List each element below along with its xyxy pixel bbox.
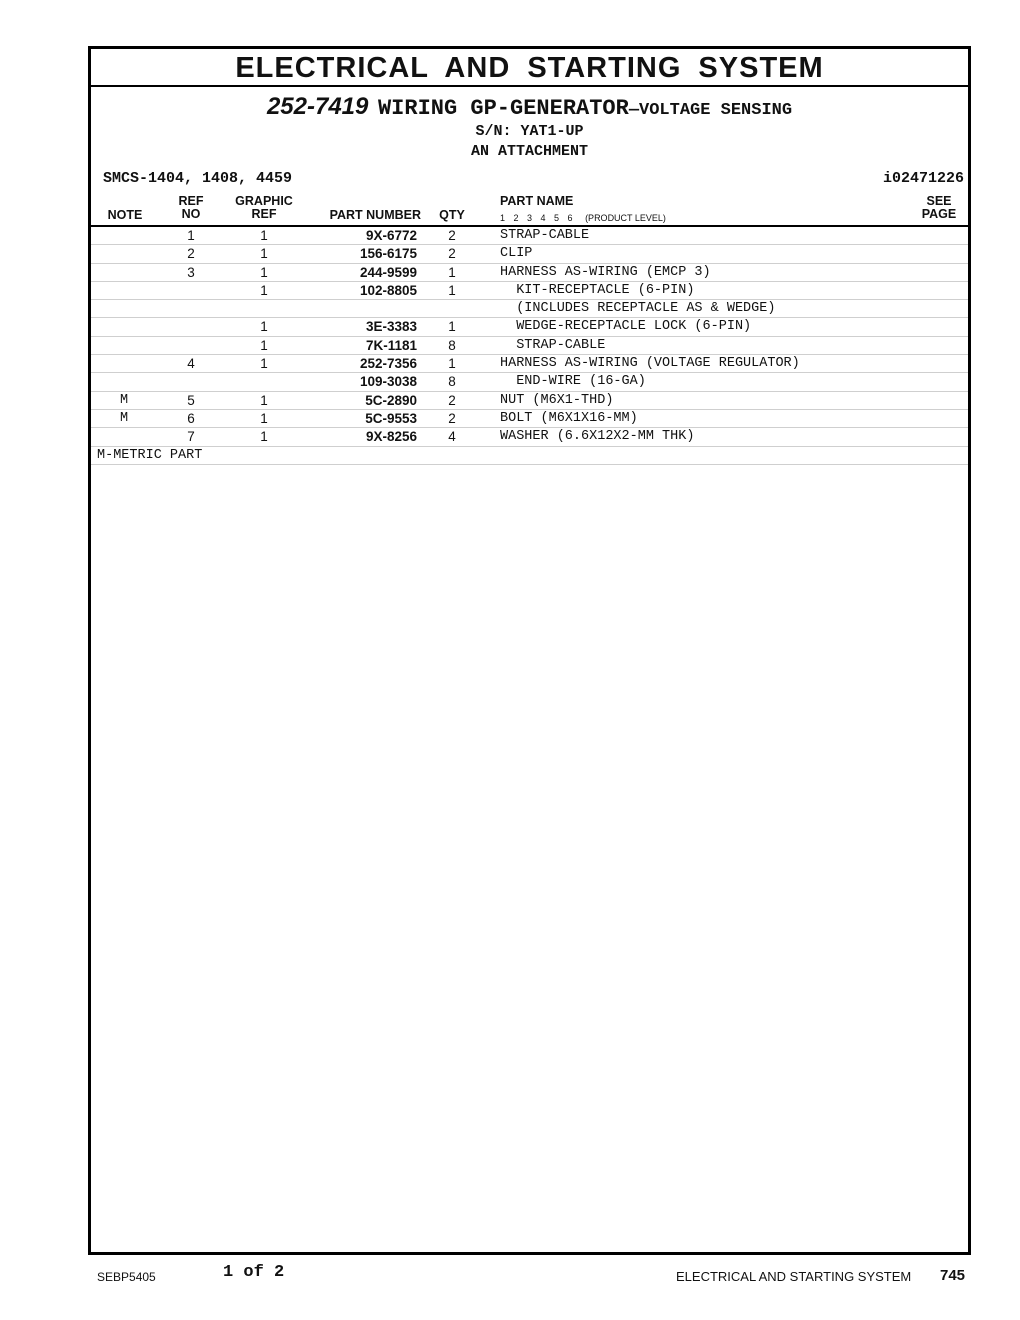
ref-no-cell: 7 <box>187 429 195 445</box>
product-level-label: (PRODUCT LEVEL) <box>585 213 666 223</box>
part-number-cell: 3E-3383 <box>365 319 417 335</box>
footer-doc-id: SEBP5405 <box>97 1270 156 1284</box>
note-cell: M <box>119 392 129 408</box>
table-row <box>91 392 968 410</box>
part-number-cell: 252-7356 <box>359 356 417 372</box>
footer-page-number: 745 <box>940 1267 966 1284</box>
system-title: ELECTRICAL AND STARTING SYSTEM <box>91 49 968 87</box>
qty-cell: 4 <box>448 429 456 445</box>
col-part-number: PART NUMBER <box>329 208 421 222</box>
part-name-cell: WASHER (6.6X12X2-MM THK) <box>500 429 695 445</box>
smcs-codes: SMCS-1404, 1408, 4459 <box>103 170 293 187</box>
qty-cell: 2 <box>448 228 456 243</box>
table-row <box>91 337 968 355</box>
qty-cell: 1 <box>448 319 456 335</box>
col-ref-top: REF <box>178 194 204 208</box>
part-name-cell: NUT (M6X1-THD) <box>500 392 614 408</box>
ref-no-cell: 4 <box>187 356 195 372</box>
part-name-cell: END-WIRE (16-GA) <box>500 374 646 390</box>
qty-cell: 8 <box>448 337 456 353</box>
part-name-cell: BOLT (M6X1X16-MM) <box>500 410 638 426</box>
qty-cell: 1 <box>448 356 456 372</box>
qty-cell: 1 <box>448 264 456 280</box>
footer-page-of: 1 of 2 <box>223 1263 285 1282</box>
footer-section: ELECTRICAL AND STARTING SYSTEM <box>676 1269 912 1284</box>
group-name-suffix: —VOLTAGE SENSING <box>628 101 793 120</box>
table-row <box>91 428 968 446</box>
graphic-ref-cell: 1 <box>260 282 268 298</box>
graphic-ref-cell: 1 <box>260 264 268 280</box>
illustration-id: i02471226 <box>882 170 964 187</box>
part-number-cell: 5C-9553 <box>365 410 417 426</box>
table-row <box>91 300 968 318</box>
part-name-cell: STRAP-CABLE <box>500 337 606 353</box>
part-number-cell: 9X-6772 <box>365 228 417 243</box>
page-frame <box>88 46 971 1255</box>
ref-no-cell: 3 <box>187 264 195 280</box>
product-level-scale <box>500 213 666 223</box>
footnote-row <box>91 447 968 465</box>
qty-cell: 8 <box>448 374 456 390</box>
group-heading <box>91 93 968 121</box>
group-number: 252-7419 <box>266 93 369 120</box>
table-row <box>91 227 968 245</box>
graphic-ref-cell: 1 <box>260 337 268 353</box>
group-name: WIRING GP-GENERATOR <box>377 96 629 121</box>
part-number-cell: 7K-1181 <box>365 337 417 353</box>
col-part-name: PART NAME <box>500 194 574 208</box>
part-number-cell: 9X-8256 <box>365 429 417 445</box>
part-name-cell: CLIP <box>500 246 533 262</box>
ref-no-cell: 2 <box>187 246 195 262</box>
part-name-cell: STRAP-CABLE <box>500 228 590 243</box>
product-levels: 1 2 3 4 5 6 <box>500 213 573 223</box>
serial-range: S/N: YAT1-UP <box>475 123 584 140</box>
table-row <box>91 373 968 391</box>
graphic-ref-cell: 1 <box>260 228 268 243</box>
part-name-cell: (INCLUDES RECEPTACLE AS & WEDGE) <box>500 301 776 317</box>
part-name-cell: KIT-RECEPTACLE (6-PIN) <box>500 282 695 298</box>
col-graphic-bottom: REF <box>251 207 277 221</box>
graphic-ref-cell: 1 <box>260 246 268 262</box>
graphic-ref-cell: 1 <box>260 319 268 335</box>
table-row <box>91 264 968 282</box>
col-note: NOTE <box>107 208 143 222</box>
part-number-cell: 109-3038 <box>359 374 417 390</box>
qty-cell: 2 <box>448 410 456 426</box>
part-name-cell: HARNESS AS-WIRING (VOLTAGE REGULATOR) <box>500 356 800 372</box>
note-cell: M <box>119 410 129 426</box>
table-row <box>91 245 968 263</box>
graphic-ref-cell: 1 <box>260 410 268 426</box>
col-ref-no <box>171 195 211 221</box>
qty-cell: 2 <box>448 246 456 262</box>
part-number-cell: 102-8805 <box>359 282 417 298</box>
col-graphic-ref <box>229 195 299 221</box>
table-row <box>91 410 968 428</box>
col-graphic-top: GRAPHIC <box>235 194 293 208</box>
part-name-cell: WEDGE-RECEPTACLE LOCK (6-PIN) <box>500 319 752 335</box>
col-see-top: SEE <box>926 194 952 208</box>
table-row <box>91 355 968 373</box>
graphic-ref-cell: 1 <box>260 356 268 372</box>
graphic-ref-cell: 1 <box>260 392 268 408</box>
table-row <box>91 318 968 336</box>
col-see-page <box>909 195 969 221</box>
parts-table <box>91 227 968 465</box>
part-number-cell: 156-6175 <box>359 246 417 262</box>
part-name-cell: HARNESS AS-WIRING (EMCP 3) <box>500 264 711 280</box>
ref-no-cell: 6 <box>187 410 195 426</box>
qty-cell: 1 <box>448 282 456 298</box>
attachment-label: AN ATTACHMENT <box>470 143 589 160</box>
footnote-text: M-METRIC PART <box>97 447 203 463</box>
col-qty: QTY <box>439 208 465 222</box>
ref-no-cell: 5 <box>187 392 195 408</box>
qty-cell: 2 <box>448 392 456 408</box>
part-number-cell: 244-9599 <box>359 264 417 280</box>
ref-no-cell: 1 <box>187 228 195 243</box>
graphic-ref-cell: 1 <box>260 429 268 445</box>
col-ref-bottom: NO <box>181 207 201 221</box>
part-number-cell: 5C-2890 <box>365 392 417 408</box>
col-see-bottom: PAGE <box>921 207 957 221</box>
table-row <box>91 282 968 300</box>
